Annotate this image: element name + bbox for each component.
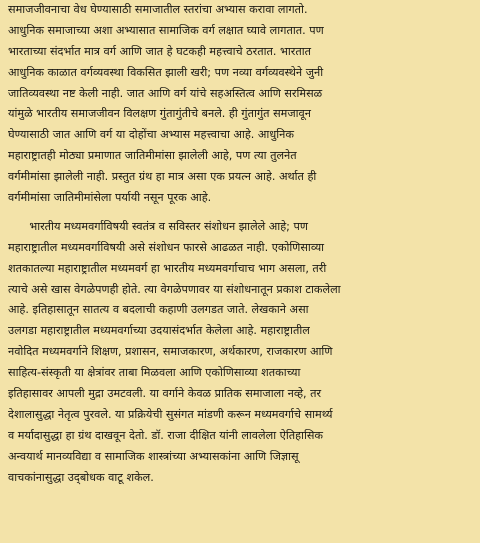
text-line: घेण्यासाठी जात आणि वर्ग या दोहोंचा अभ्यास महत्त्वाचा आहे. आधुनिक [8,128,294,142]
text-line: इतिहासावर आपली मुद्रा उमटवली. या वर्गाने केवळ प्रातिक समाजाला नव्हे, तर [8,387,322,401]
body-text [8,0,474,488]
paragraph-break [8,209,474,217]
text-line: समाजजीवनाचा वेध घेण्यासाठी समाजातील स्तरांचा अभ्यास करावा लागतो. [8,3,308,16]
text-line: वर्गमीमांसा झालेली नाही. प्रस्तुत ग्रंथ हा मात्र असा एक प्रयत्न आहे. अर्थात ही [8,170,317,184]
text-line: भारताच्या संदर्भात मात्र वर्ग आणि जात हे घटकही महत्त्वाचे ठरतात. भारतात [8,44,311,58]
text-line: जातिव्यवस्था नष्ट केली नाही. जात आणि वर्ग यांचे सहअस्तित्व आणि सरमिसळ [8,86,323,100]
text-line: यांमुळे भारतीय समाजजीवन विलक्षण गुंतागुंतीचे बनले. ही गुंतागुंत समजावून [8,107,311,121]
paragraph-2 [8,217,474,489]
text-line: वाचकांनासुद्धा उद्‌बोधक वाटू शकेल. [8,470,154,484]
paragraph-1 [8,0,474,209]
text-line: त्याचे असे खास वेगळेपणही होते. त्या वेगळेपणावर या संशोधनातून प्रकाश टाकलेला [8,282,341,296]
text-line: नवोदित मध्यमवर्गाने शिक्षण, प्रशासन, समाजकारण, अर्थकारण, राजकारण आणि [8,345,333,359]
text-line: महाराष्ट्रातील मध्यमवर्गाविषयी असे संशोधन फारसे आढळत नाही. एकोणिसाव्या [8,240,325,254]
text-line: आधुनिक काळात वर्गव्यवस्था विकसित झाली खरी; पण नव्या वर्गव्यवस्थेने जुनी [8,65,324,79]
text-line: देशालासुद्धा नेतृत्व पुरवले. या प्रक्रियेची सुसंगत मांडणी करून मध्यमवर्गाचे सामर्थ्य [8,407,333,421]
text-line: शतकातल्या महाराष्ट्रातील मध्यमवर्ग हा भारतीय मध्यमवर्गाचाच भाग असला, तरी [8,261,327,275]
text-line: अन्वयार्थ मानव्यविद्या व सामाजिक शास्त्रांच्या अभ्यासकांना आणि जिज्ञासू [8,449,299,463]
text-line: भारतीय मध्यमवर्गाविषयी स्वतंत्र व सविस्तर संशोधन झालेले आहे; पण [8,219,308,233]
text-line: साहित्य-संस्कृती या क्षेत्रांवर ताबा मिळवला आणि एकोणिसाव्या शतकाच्या [8,366,301,380]
text-line: महाराष्ट्रातही मोठ्या प्रमाणात जातिमीमांसा झालेली आहे, पण त्या तुलनेत [8,149,297,163]
text-line: उलगडा महाराष्ट्रातील मध्यमवर्गाच्या उदयासंदर्भात केलेला आहे. महाराष्ट्रातील [8,324,310,338]
text-line: आधुनिक समाजाच्या अशा अभ्यासात सामाजिक वर्ग लक्षात घ्यावे लागतात. पण [8,23,324,37]
text-line: व मर्यादासुद्धा हा ग्रंथ दाखवून देतो. डॉ. राजा दीक्षित यांनी लावलेला ऐतिहासिक [8,428,324,442]
text-line: आहे. इतिहासातून सातत्य व बदलाची कहाणी उलगडत जाते. लेखकाने असा [8,303,309,317]
text-line: वर्गमीमांसा जातिमीमांसेला पर्यायी नसून पूरक आहे. [8,191,212,205]
